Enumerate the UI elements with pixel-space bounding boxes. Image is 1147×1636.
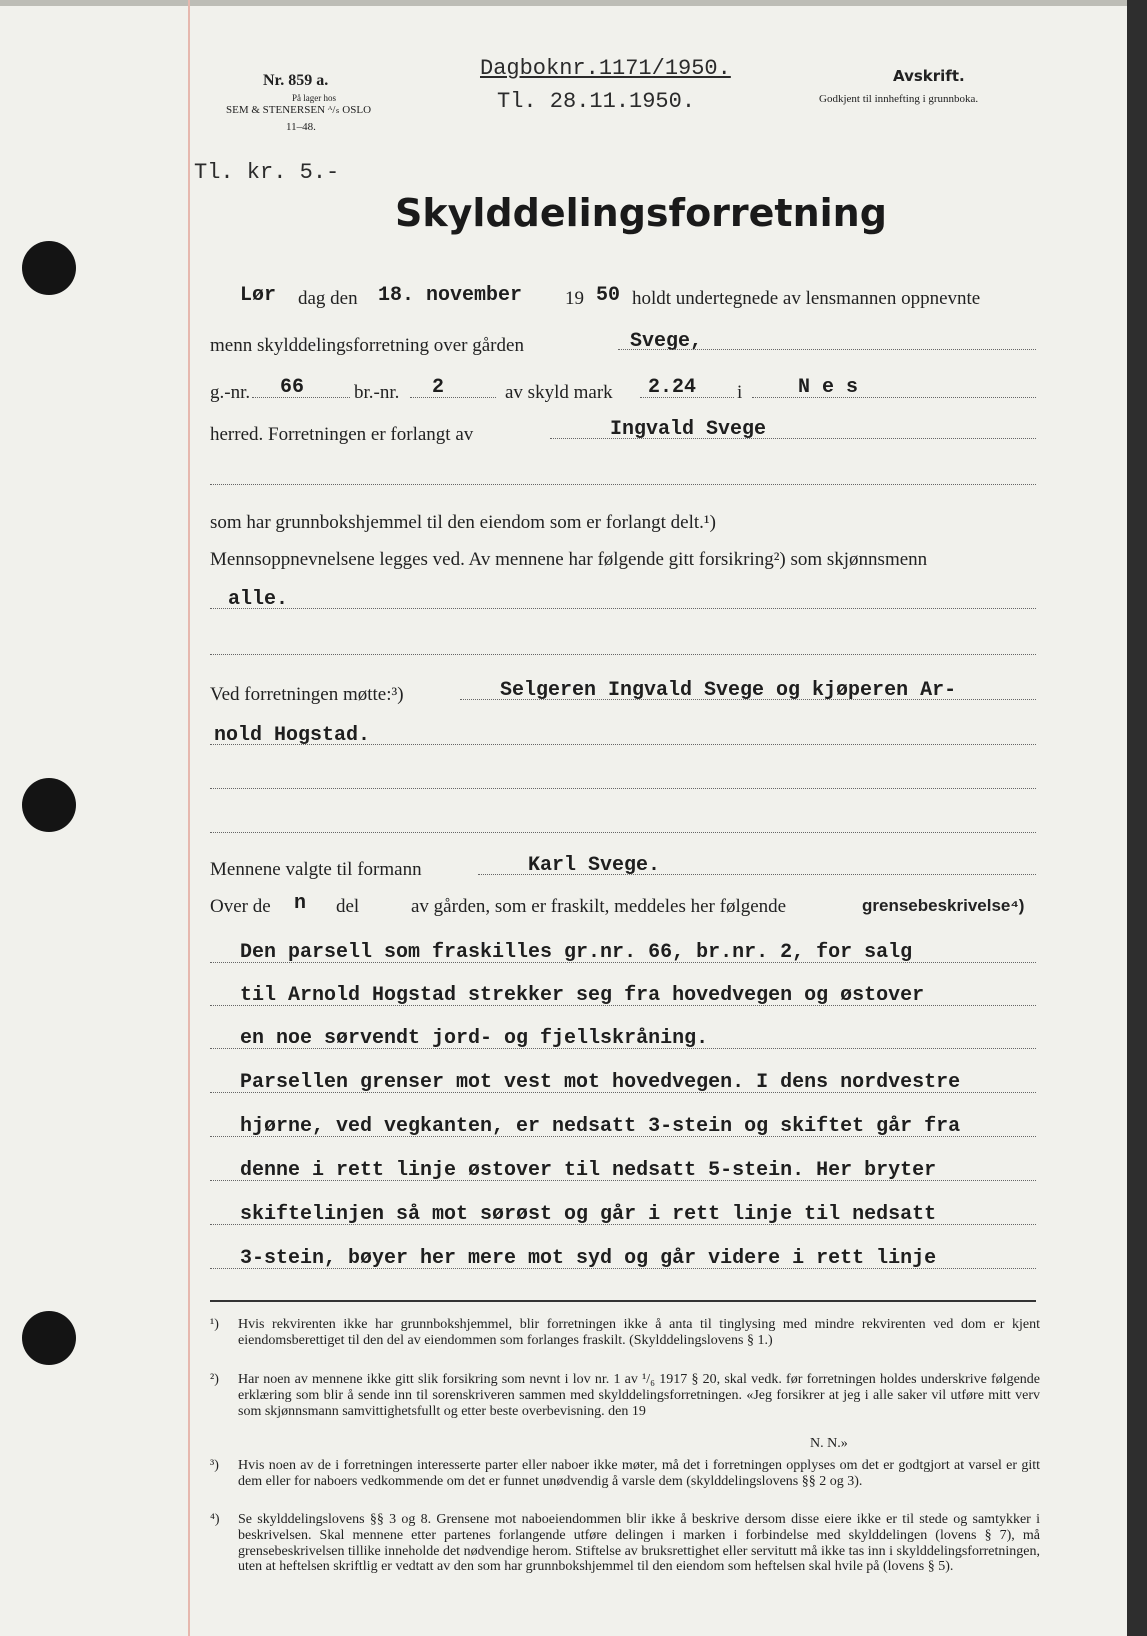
footnote-text: Hvis rekvirenten ikke har grunnbokshjemmel, blir forretningen ikke å anta til tinglysing med mindre rekvirenten ved dom er kjent eiendomsberettiget til den del av eiendommen som forlanges fraskilt. (Skylddelingslovens § 1.)	[238, 1317, 1040, 1348]
fill-line	[210, 832, 1036, 833]
copy-label: Avskrift.	[893, 67, 965, 85]
footnote-number: ²)	[210, 1372, 219, 1387]
label-over-de: Over de	[210, 896, 271, 917]
publisher-line: 11–48.	[286, 121, 316, 133]
fill-line	[210, 608, 1036, 609]
fill-line	[210, 1136, 1036, 1137]
herred-name: N e s	[798, 376, 859, 399]
punch-hole	[22, 778, 76, 832]
date-value: 18. november	[378, 284, 523, 307]
fill-line	[210, 1224, 1036, 1225]
fill-line	[478, 874, 1036, 875]
farm-name: Svege,	[630, 330, 703, 353]
fill-line	[210, 1048, 1036, 1049]
footnote	[210, 1512, 1040, 1612]
label-del: del	[336, 896, 360, 917]
description-line: Den parsell som fraskilles gr.nr. 66, br.nr. 2, for salg	[240, 941, 913, 964]
gnr-value: 66	[280, 376, 305, 399]
description-line: denne i rett linje østover til nedsatt 5-stein. Her bryter	[240, 1159, 937, 1182]
scan-top-edge	[0, 0, 1147, 6]
over-de-fill: n	[294, 892, 307, 915]
fill-line	[550, 438, 1036, 439]
description-line: skiftelinjen så mot sørøst og går i rett linje til nedsatt	[240, 1203, 937, 1226]
footnote-text: Hvis noen av de i forretningen interesserte parter eller naboer ikke møter, må det i forretningen opplyses om det er godtgjort at varsel er gitt dem eller for naboers vedkommende om det er funnet unødvendig å varsle dem (skylddelingslovens §§ 2 og 3).	[238, 1458, 1040, 1489]
footnote	[210, 1458, 1040, 1510]
attendees-line: Selgeren Ingvald Svege og kjøperen Ar-	[500, 679, 957, 702]
page-title: Skylddelingsforretning	[395, 191, 887, 235]
diary-number: Dagboknr.1171/1950.	[480, 56, 731, 81]
fill-line	[210, 1092, 1036, 1093]
fill-line	[460, 699, 1036, 700]
form-number: Nr. 859 a.	[263, 72, 329, 89]
publisher-line: SEM & STENERSEN ᴬ/ₛ OSLO	[226, 104, 372, 116]
fill-line	[410, 397, 496, 398]
footnote-divider	[210, 1300, 1036, 1302]
label-gnr: g.-nr.	[210, 382, 251, 403]
footnote-number: ⁴)	[210, 1512, 220, 1527]
label-dag-den: dag den	[298, 288, 358, 309]
fill-line	[640, 397, 734, 398]
label-menn: menn skylddelingsforretning over gården	[210, 335, 524, 356]
footnote-number: ³)	[210, 1458, 219, 1473]
label-holdt: holdt undertegnede av lensmannen oppnevnte	[632, 288, 981, 309]
description-line: til Arnold Hogstad strekker seg fra hovedvegen og østover	[240, 984, 925, 1007]
scan-right-edge	[1127, 0, 1147, 1636]
fill-line	[210, 654, 1036, 655]
attendees-line: nold Hogstad.	[214, 724, 371, 747]
text-grunnbok: som har grunnbokshjemmel til den eiendom som er forlangt delt.¹)	[210, 512, 716, 533]
label-motte: Ved forretningen møtte:³)	[210, 684, 404, 705]
label-skyld: av skyld mark	[505, 382, 613, 403]
footnote-text: Har noen av mennene ikke gitt slik forsikring som nevnt i lov nr. 1 av ¹/₆ 1917 § 20, skal vedk. før forretningen holdes underskrive følgende erklæring som blir å sende inn til sorenskriveren sammen med skylddelingsforretningen. «Jeg forsikrer at jeg i alle saker vil utføre mitt verv som skjønnsmann samvittighetsfullt og etter beste overbevisning. den 19	[238, 1372, 1040, 1419]
fill-line	[210, 744, 1036, 745]
footnote-number: ¹)	[210, 1317, 219, 1332]
text-mennsopp: Mennsoppnevnelsene legges ved. Av mennene har følgende gitt forsikring²) som skjønnsmenn	[210, 549, 928, 570]
fill-line	[210, 962, 1036, 963]
label-i: i	[737, 382, 743, 403]
fill-line	[752, 397, 1036, 398]
fill-line	[210, 1005, 1036, 1006]
description-line: 3-stein, bøyer her mere mot syd og går videre i rett linje	[240, 1247, 937, 1270]
label-formann: Mennene valgte til formann	[210, 859, 422, 880]
fee-note: Tl. kr. 5.-	[194, 160, 340, 185]
brnr-value: 2	[432, 376, 445, 399]
footnote	[210, 1372, 1040, 1442]
description-line: hjørne, ved vegkanten, er nedsatt 3-stein og skiftet går fra	[240, 1115, 961, 1138]
fill-line	[252, 397, 350, 398]
registration-date: Tl. 28.11.1950.	[497, 89, 696, 114]
description-line: en noe sørvendt jord- og fjellskråning.	[240, 1027, 709, 1050]
fill-line	[210, 484, 1036, 485]
chairman-name: Karl Svege.	[528, 854, 661, 877]
fill-line	[210, 1268, 1036, 1269]
label-over-rest: av gården, som er fraskilt, meddeles her følgende	[411, 896, 787, 917]
fill-line	[210, 788, 1036, 789]
margin-rule	[188, 0, 190, 1636]
footnote-text: Se skylddelingslovens §§ 3 og 8. Grensene mot naboeiendommen blir ikke å beskrive dersom disse eiere ikke er til stede og samtykker i beskrivelsen. Skal mennene etter partenes forlangende utføre delingen i marken i forbindelse med skylddelingen (lovens § 7), må grensebeskrivelsen tillike inneholde det nødvendige herom. Stiftelse av bruksrettighet eller servitutt må ikke tas inn i skylddelingsforretningen, uten at heftelsen skriftlig er vedtatt av den som har grunnbokshjemmel til den eiendom som heftelsen skal hvile på (lovens § 5).	[238, 1512, 1040, 1575]
year-prefix: 19	[565, 288, 584, 309]
description-line: Parsellen grenser mot vest mot hovedvegen. I dens nordvestre	[240, 1071, 961, 1094]
year-suffix: 50	[596, 284, 621, 307]
fill-line	[618, 349, 1036, 350]
punch-hole	[22, 1311, 76, 1365]
skyld-value: 2.24	[648, 376, 697, 399]
weekday: Lør	[240, 284, 277, 307]
requester-name: Ingvald Svege	[610, 418, 767, 441]
label-herred: herred. Forretningen er forlangt av	[210, 424, 474, 445]
footnote	[210, 1317, 1040, 1371]
signature-placeholder: N. N.»	[810, 1436, 848, 1451]
approval-note: Godkjent til innhefting i grunnboka.	[819, 93, 979, 105]
label-grense: grensebeskrivelse⁴)	[862, 896, 1025, 915]
fill-line	[210, 1180, 1036, 1181]
footnote-signature	[210, 1436, 1040, 1452]
label-brnr: br.-nr.	[354, 382, 400, 403]
insured-persons: alle.	[228, 588, 289, 611]
punch-hole	[22, 241, 76, 295]
publisher-line: På lager hos	[292, 93, 336, 103]
